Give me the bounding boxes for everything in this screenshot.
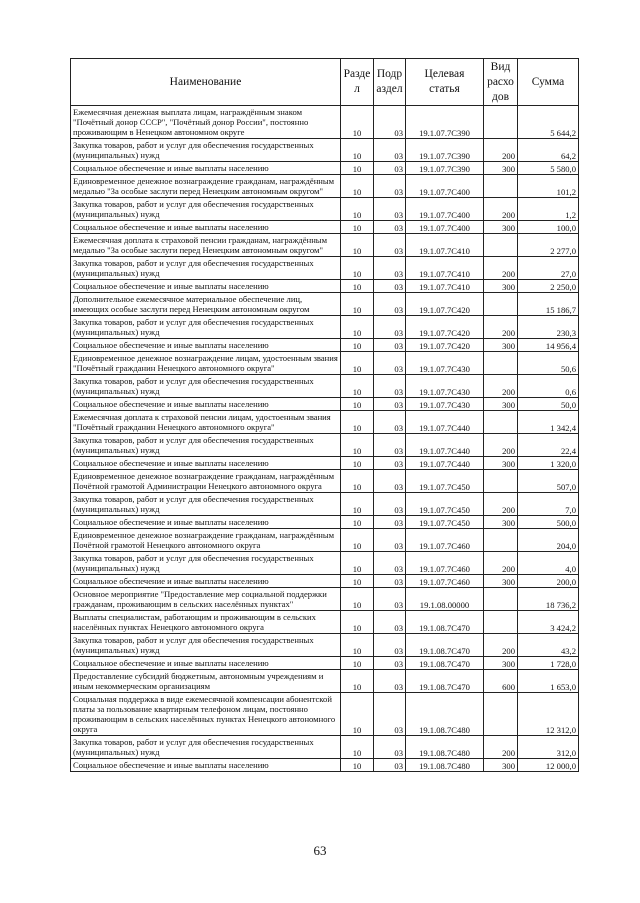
row-podrazdel-cell: 03 (374, 470, 406, 493)
row-razdel-cell: 10 (341, 611, 374, 634)
row-expense-type-cell: 300 (484, 398, 518, 411)
row-name-cell: Социальное обеспечение и иные выплаты населению (71, 339, 341, 352)
row-podrazdel-cell: 03 (374, 493, 406, 516)
row-expense-type-cell (484, 611, 518, 634)
row-expense-type-cell: 200 (484, 434, 518, 457)
row-razdel-cell: 10 (341, 352, 374, 375)
row-expense-type-cell: 300 (484, 457, 518, 470)
row-razdel-cell: 10 (341, 529, 374, 552)
row-target-article-cell: 19.1.07.7С440 (406, 457, 484, 470)
row-sum-cell: 3 424,2 (518, 611, 579, 634)
row-podrazdel-cell: 03 (374, 398, 406, 411)
table-row (71, 736, 579, 759)
row-podrazdel-cell: 03 (374, 106, 406, 139)
row-razdel-cell: 10 (341, 234, 374, 257)
row-target-article-cell: 19.1.07.7С430 (406, 352, 484, 375)
table-header-row (71, 59, 579, 106)
row-podrazdel-cell: 03 (374, 657, 406, 670)
row-target-article-cell: 19.1.07.7С450 (406, 493, 484, 516)
row-sum-cell: 1 342,4 (518, 411, 579, 434)
row-target-article-cell: 19.1.07.7С390 (406, 162, 484, 175)
row-razdel-cell: 10 (341, 552, 374, 575)
row-razdel-cell: 10 (341, 175, 374, 198)
row-podrazdel-cell: 03 (374, 529, 406, 552)
table-row (71, 470, 579, 493)
row-sum-cell: 1 653,0 (518, 670, 579, 693)
table-row (71, 106, 579, 139)
row-expense-type-cell (484, 175, 518, 198)
row-sum-cell: 12 312,0 (518, 693, 579, 736)
row-podrazdel-cell: 03 (374, 552, 406, 575)
row-name-cell: Закупка товаров, работ и услуг для обеспечения государственных (муниципальных) нужд (71, 434, 341, 457)
row-target-article-cell: 19.1.07.7С450 (406, 516, 484, 529)
row-podrazdel-cell: 03 (374, 693, 406, 736)
header-podrazdel: Подр аздел (374, 59, 406, 106)
row-expense-type-cell (484, 588, 518, 611)
row-expense-type-cell (484, 411, 518, 434)
row-razdel-cell: 10 (341, 493, 374, 516)
header-expense-type: Вид расхо дов (484, 59, 518, 106)
row-sum-cell: 500,0 (518, 516, 579, 529)
row-name-cell: Закупка товаров, работ и услуг для обеспечения государственных (муниципальных) нужд (71, 736, 341, 759)
row-name-cell: Ежемесячная денежная выплата лицам, награждённым знаком "Почётный донор СССР", "Почётный донор России", постоянно проживающим в Ненецком автономном округе (71, 106, 341, 139)
row-sum-cell: 5 580,0 (518, 162, 579, 175)
row-razdel-cell: 10 (341, 411, 374, 434)
table-row (71, 198, 579, 221)
table-row (71, 516, 579, 529)
row-target-article-cell: 19.1.07.7С410 (406, 257, 484, 280)
table-row (71, 139, 579, 162)
table-row (71, 175, 579, 198)
table-row (71, 611, 579, 634)
row-name-cell: Социальная поддержка в виде ежемесячной компенсации абонентской платы за пользование квартирным телефоном лицам, постоянно проживающим в сельских населённых пунктах Ненецкого автономного округа (71, 693, 341, 736)
row-sum-cell: 101,2 (518, 175, 579, 198)
row-podrazdel-cell: 03 (374, 670, 406, 693)
row-name-cell: Дополнительное ежемесячное материальное обеспечение лиц, имеющих особые заслуги перед Ненецким автономным округом (71, 293, 341, 316)
row-sum-cell: 1 728,0 (518, 657, 579, 670)
row-expense-type-cell (484, 529, 518, 552)
row-razdel-cell: 10 (341, 470, 374, 493)
row-target-article-cell: 19.1.08.7С470 (406, 611, 484, 634)
row-razdel-cell: 10 (341, 575, 374, 588)
row-target-article-cell: 19.1.08.00000 (406, 588, 484, 611)
table-row (71, 670, 579, 693)
row-razdel-cell: 10 (341, 280, 374, 293)
row-expense-type-cell: 200 (484, 634, 518, 657)
row-sum-cell: 12 000,0 (518, 759, 579, 772)
row-name-cell: Социальное обеспечение и иные выплаты населению (71, 516, 341, 529)
row-name-cell: Социальное обеспечение и иные выплаты населению (71, 162, 341, 175)
row-sum-cell: 43,2 (518, 634, 579, 657)
row-expense-type-cell: 300 (484, 759, 518, 772)
row-razdel-cell: 10 (341, 398, 374, 411)
row-sum-cell: 64,2 (518, 139, 579, 162)
row-sum-cell: 2 250,0 (518, 280, 579, 293)
row-name-cell: Основное мероприятие "Предоставление мер социальной поддержки гражданам, проживающим в сельских населённых пунктах" (71, 588, 341, 611)
row-target-article-cell: 19.1.07.7С390 (406, 139, 484, 162)
row-name-cell: Закупка товаров, работ и услуг для обеспечения государственных (муниципальных) нужд (71, 139, 341, 162)
row-podrazdel-cell: 03 (374, 198, 406, 221)
row-target-article-cell: 19.1.07.7С460 (406, 575, 484, 588)
row-name-cell: Ежемесячная доплата к страховой пенсии лицам, удостоенным звания "Почётный гражданин Ненецкого автономного округа" (71, 411, 341, 434)
header-name: Наименование (71, 59, 341, 106)
row-target-article-cell: 19.1.07.7С400 (406, 175, 484, 198)
row-name-cell: Социальное обеспечение и иные выплаты населению (71, 221, 341, 234)
row-podrazdel-cell: 03 (374, 411, 406, 434)
row-name-cell: Ежемесячная доплата к страховой пенсии гражданам, награждённым медалью "За особые заслуги перед Ненецким автономным округом" (71, 234, 341, 257)
row-sum-cell: 2 277,0 (518, 234, 579, 257)
table-row (71, 552, 579, 575)
row-name-cell: Предоставление субсидий бюджетным, автономным учреждениям и иным некоммерческим организациям (71, 670, 341, 693)
table-body (71, 106, 579, 772)
row-expense-type-cell: 200 (484, 375, 518, 398)
row-podrazdel-cell: 03 (374, 339, 406, 352)
row-target-article-cell: 19.1.07.7С400 (406, 221, 484, 234)
row-sum-cell: 50,0 (518, 398, 579, 411)
table-row (71, 493, 579, 516)
table-row (71, 411, 579, 434)
row-name-cell: Социальное обеспечение и иные выплаты населению (71, 657, 341, 670)
row-expense-type-cell: 200 (484, 493, 518, 516)
row-razdel-cell: 10 (341, 693, 374, 736)
row-target-article-cell: 19.1.07.7С460 (406, 529, 484, 552)
table-row (71, 234, 579, 257)
row-sum-cell: 27,0 (518, 257, 579, 280)
row-name-cell: Единовременное денежное вознаграждение лицам, удостоенным звания "Почётный гражданин Ненецкого автономного округа" (71, 352, 341, 375)
row-expense-type-cell: 300 (484, 657, 518, 670)
row-razdel-cell: 10 (341, 162, 374, 175)
row-target-article-cell: 19.1.07.7С420 (406, 339, 484, 352)
row-expense-type-cell: 200 (484, 139, 518, 162)
row-expense-type-cell: 200 (484, 316, 518, 339)
row-sum-cell: 22,4 (518, 434, 579, 457)
table-row (71, 434, 579, 457)
row-podrazdel-cell: 03 (374, 736, 406, 759)
row-name-cell: Закупка товаров, работ и услуг для обеспечения государственных (муниципальных) нужд (71, 257, 341, 280)
row-name-cell: Единовременное денежное вознаграждение гражданам, награждённым Почётной грамотой Ненецкого автономного округа (71, 529, 341, 552)
row-target-article-cell: 19.1.07.7С440 (406, 434, 484, 457)
row-target-article-cell: 19.1.07.7С410 (406, 280, 484, 293)
row-razdel-cell: 10 (341, 736, 374, 759)
row-expense-type-cell (484, 352, 518, 375)
row-target-article-cell: 19.1.08.7С480 (406, 693, 484, 736)
row-podrazdel-cell: 03 (374, 175, 406, 198)
row-target-article-cell: 19.1.07.7С420 (406, 316, 484, 339)
row-razdel-cell: 10 (341, 375, 374, 398)
row-target-article-cell: 19.1.08.7С480 (406, 759, 484, 772)
row-name-cell: Единовременное денежное вознаграждение гражданам, награждённым медалью "За особые заслуги перед Ненецким автономным округом" (71, 175, 341, 198)
row-expense-type-cell (484, 470, 518, 493)
header-sum: Сумма (518, 59, 579, 106)
row-podrazdel-cell: 03 (374, 316, 406, 339)
row-name-cell: Социальное обеспечение и иные выплаты населению (71, 759, 341, 772)
table-row (71, 339, 579, 352)
row-name-cell: Выплаты специалистам, работающим и проживающим в сельских населённых пунктах Ненецкого автономного округа (71, 611, 341, 634)
row-sum-cell: 18 736,2 (518, 588, 579, 611)
table-row (71, 375, 579, 398)
row-target-article-cell: 19.1.07.7С460 (406, 552, 484, 575)
table-row (71, 529, 579, 552)
table-row (71, 634, 579, 657)
row-target-article-cell: 19.1.07.7С420 (406, 293, 484, 316)
row-name-cell: Закупка товаров, работ и услуг для обеспечения государственных (муниципальных) нужд (71, 634, 341, 657)
row-expense-type-cell (484, 293, 518, 316)
row-podrazdel-cell: 03 (374, 139, 406, 162)
page-number: 63 (313, 843, 327, 858)
header-target-article: Целевая статья (406, 59, 484, 106)
row-podrazdel-cell: 03 (374, 234, 406, 257)
row-expense-type-cell: 200 (484, 198, 518, 221)
row-sum-cell: 200,0 (518, 575, 579, 588)
row-target-article-cell: 19.1.07.7С390 (406, 106, 484, 139)
row-razdel-cell: 10 (341, 516, 374, 529)
table-row (71, 398, 579, 411)
row-expense-type-cell: 300 (484, 516, 518, 529)
row-expense-type-cell: 200 (484, 736, 518, 759)
table-row (71, 457, 579, 470)
row-sum-cell: 0,6 (518, 375, 579, 398)
table-row (71, 657, 579, 670)
row-expense-type-cell: 300 (484, 280, 518, 293)
row-sum-cell: 5 644,2 (518, 106, 579, 139)
row-podrazdel-cell: 03 (374, 759, 406, 772)
budget-table (70, 58, 579, 772)
row-expense-type-cell: 200 (484, 257, 518, 280)
row-target-article-cell: 19.1.08.7С470 (406, 670, 484, 693)
row-sum-cell: 1 320,0 (518, 457, 579, 470)
row-razdel-cell: 10 (341, 657, 374, 670)
row-razdel-cell: 10 (341, 257, 374, 280)
row-podrazdel-cell: 03 (374, 575, 406, 588)
table-row (71, 293, 579, 316)
row-expense-type-cell: 600 (484, 670, 518, 693)
header-razdel: Разде л (341, 59, 374, 106)
row-razdel-cell: 10 (341, 670, 374, 693)
table-row (71, 221, 579, 234)
row-razdel-cell: 10 (341, 634, 374, 657)
row-podrazdel-cell: 03 (374, 293, 406, 316)
row-podrazdel-cell: 03 (374, 375, 406, 398)
row-sum-cell: 7,0 (518, 493, 579, 516)
table-row (71, 280, 579, 293)
row-podrazdel-cell: 03 (374, 611, 406, 634)
row-name-cell: Закупка товаров, работ и услуг для обеспечения государственных (муниципальных) нужд (71, 198, 341, 221)
row-sum-cell: 1,2 (518, 198, 579, 221)
row-podrazdel-cell: 03 (374, 280, 406, 293)
table-row (71, 257, 579, 280)
row-target-article-cell: 19.1.08.7С480 (406, 736, 484, 759)
table-row (71, 588, 579, 611)
row-podrazdel-cell: 03 (374, 588, 406, 611)
row-razdel-cell: 10 (341, 339, 374, 352)
table-row (71, 162, 579, 175)
row-podrazdel-cell: 03 (374, 457, 406, 470)
row-podrazdel-cell: 03 (374, 434, 406, 457)
row-razdel-cell: 10 (341, 759, 374, 772)
row-expense-type-cell: 300 (484, 339, 518, 352)
row-podrazdel-cell: 03 (374, 634, 406, 657)
row-sum-cell: 204,0 (518, 529, 579, 552)
row-name-cell: Социальное обеспечение и иные выплаты населению (71, 398, 341, 411)
row-razdel-cell: 10 (341, 139, 374, 162)
row-expense-type-cell (484, 693, 518, 736)
row-sum-cell: 4,0 (518, 552, 579, 575)
row-target-article-cell: 19.1.08.7С470 (406, 657, 484, 670)
row-razdel-cell: 10 (341, 221, 374, 234)
row-name-cell: Социальное обеспечение и иные выплаты населению (71, 575, 341, 588)
budget-table-page (70, 58, 578, 772)
row-target-article-cell: 19.1.07.7С410 (406, 234, 484, 257)
row-name-cell: Закупка товаров, работ и услуг для обеспечения государственных (муниципальных) нужд (71, 493, 341, 516)
table-row (71, 759, 579, 772)
row-razdel-cell: 10 (341, 293, 374, 316)
row-razdel-cell: 10 (341, 588, 374, 611)
row-sum-cell: 14 956,4 (518, 339, 579, 352)
row-target-article-cell: 19.1.08.7С470 (406, 634, 484, 657)
row-sum-cell: 230,3 (518, 316, 579, 339)
row-expense-type-cell: 300 (484, 575, 518, 588)
row-podrazdel-cell: 03 (374, 221, 406, 234)
row-sum-cell: 100,0 (518, 221, 579, 234)
table-row (71, 352, 579, 375)
row-razdel-cell: 10 (341, 198, 374, 221)
row-name-cell: Закупка товаров, работ и услуг для обеспечения государственных (муниципальных) нужд (71, 316, 341, 339)
table-row (71, 693, 579, 736)
row-razdel-cell: 10 (341, 106, 374, 139)
row-target-article-cell: 19.1.07.7С430 (406, 375, 484, 398)
row-podrazdel-cell: 03 (374, 162, 406, 175)
row-name-cell: Социальное обеспечение и иные выплаты населению (71, 457, 341, 470)
table-row (71, 316, 579, 339)
row-expense-type-cell: 300 (484, 221, 518, 234)
row-name-cell: Социальное обеспечение и иные выплаты населению (71, 280, 341, 293)
row-expense-type-cell (484, 106, 518, 139)
row-name-cell: Закупка товаров, работ и услуг для обеспечения государственных (муниципальных) нужд (71, 375, 341, 398)
row-name-cell: Закупка товаров, работ и услуг для обеспечения государственных (муниципальных) нужд (71, 552, 341, 575)
row-target-article-cell: 19.1.07.7С400 (406, 198, 484, 221)
row-expense-type-cell (484, 234, 518, 257)
row-podrazdel-cell: 03 (374, 516, 406, 529)
row-razdel-cell: 10 (341, 434, 374, 457)
row-target-article-cell: 19.1.07.7С450 (406, 470, 484, 493)
row-sum-cell: 312,0 (518, 736, 579, 759)
row-razdel-cell: 10 (341, 316, 374, 339)
row-expense-type-cell: 200 (484, 552, 518, 575)
table-row (71, 575, 579, 588)
row-target-article-cell: 19.1.07.7С440 (406, 411, 484, 434)
row-name-cell: Единовременное денежное вознаграждение гражданам, награждённым Почётной грамотой Администрации Ненецкого автономного округа (71, 470, 341, 493)
row-razdel-cell: 10 (341, 457, 374, 470)
row-expense-type-cell: 300 (484, 162, 518, 175)
row-sum-cell: 507,0 (518, 470, 579, 493)
row-podrazdel-cell: 03 (374, 352, 406, 375)
row-podrazdel-cell: 03 (374, 257, 406, 280)
row-target-article-cell: 19.1.07.7С430 (406, 398, 484, 411)
row-sum-cell: 50,6 (518, 352, 579, 375)
row-sum-cell: 15 186,7 (518, 293, 579, 316)
